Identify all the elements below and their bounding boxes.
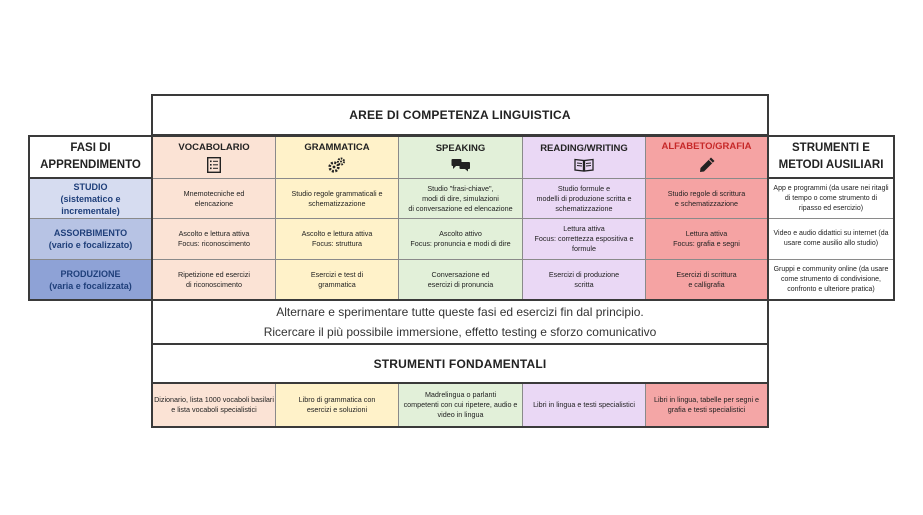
cell-text: Lettura attiva Focus: grafia e segni [673,229,740,248]
tool-text: App e programmi (da usare nei ritagli di tempo o come strumento di ripasso ed esercizio) [773,184,889,212]
cell-produzione-grammatica [276,260,399,299]
cell-text: Esercizi e test di grammatica [310,269,364,289]
fundamentals-title-box [151,343,769,384]
speech-bubbles-icon [451,158,471,172]
left-header-box [28,135,153,179]
cell-text: Studio regole di scrittura e schematizzazione [667,188,746,208]
phase-produzione [30,260,151,299]
cell-assorbimento-vocabolario [153,219,276,260]
right-header: STRUMENTI E METODI AUSILIARI [778,142,884,171]
cell-studio-grammatica [276,179,399,219]
phase-label: ASSORBIMENTO (vario e focalizzato) [48,228,133,250]
fundamental-reading-writing [523,384,646,426]
col-header-speaking [399,137,523,179]
cell-text: Studio regole grammaticali e schematizzazione [291,188,383,208]
fundamental-text: Libri in lingua, tabelle per segni e grafia e testi specialistici [653,395,760,414]
tool-text: Gruppi e community online (da usare come strumento di condivisione, confronto e ulteriore pratica) [773,265,889,293]
cell-text: Studio "frasi-chiave", modi di dire, simulazioni di conversazione ed elencazione [408,183,513,213]
cell-studio-reading-writing [523,179,646,219]
list-icon [207,157,221,173]
main-grid [151,135,769,301]
cell-assorbimento-alfabeto [646,219,767,260]
left-header: FASI DI APPRENDIMENTO [40,142,141,171]
note-line-2: Ricercare il più possibile immersione, effetto testing e sforzo comunicativo [263,325,657,339]
tool-produzione [769,260,893,299]
cell-text: Ascolto attivo Focus: pronuncia e modi di dire [410,229,511,248]
fundamental-text: Dizionario, lista 1000 vocaboli basilari e lista vocaboli specialistici [154,395,274,414]
cell-text: Lettura attiva Focus: correttezza espositiva e formule [534,224,634,253]
note-line-1: Alternare e sperimentare tutte queste fasi ed esercizi fin dal principio. [276,305,644,319]
col-label: GRAMMATICA [304,142,370,153]
col-label: SPEAKING [435,143,486,154]
fundamental-speaking [399,384,523,426]
col-header-vocabolario [153,137,276,179]
tool-studio [769,179,893,219]
note-box [151,299,769,345]
gears-icon [328,157,346,173]
fundamental-grammatica [276,384,399,426]
col-label: ALFABETO/GRAFIA [661,141,752,152]
cell-assorbimento-reading-writing [523,219,646,260]
cell-text: Esercizi di scrittura e calligrafia [676,269,737,289]
cell-produzione-speaking [399,260,523,299]
phase-studio [30,179,151,219]
cell-text: Esercizi di produzione scritta [548,269,620,289]
fundamentals-title: STRUMENTI FONDAMENTALI [373,356,547,371]
col-header-alfabeto-grafia [646,137,767,179]
tool-text: Video e audio didattici su internet (da usare come ausilio allo studio) [773,230,889,247]
cell-text: Ascolto e lettura attiva Focus: struttura [301,229,373,248]
cell-produzione-reading-writing [523,260,646,299]
fundamental-text: Libri in lingua e testi specialistici [533,400,635,409]
cell-text: Ascolto e lettura attiva Focus: riconoscimento [178,229,250,248]
tool-assorbimento [769,219,893,260]
col-header-grammatica [276,137,399,179]
top-title: AREE DI COMPETENZA LINGUISTICA [349,108,571,122]
phase-label: STUDIO (sistematico e incrementale) [60,181,121,216]
cell-text: Studio formule e modelli di produzione scritta e schematizzazione [536,183,632,213]
cell-text: Ripetizione ed esercizi di riconoscimento [178,269,250,289]
right-header-box [767,135,895,179]
col-label: READING/WRITING [540,143,628,154]
cell-text: Mnemotecniche ed elencazione [183,188,245,208]
fundamental-vocabolario [153,384,276,426]
cell-studio-speaking [399,179,523,219]
top-title-box [151,94,769,136]
cell-studio-vocabolario [153,179,276,219]
phase-label: PRODUZIONE (varia e focalizzata) [49,268,132,291]
fundamental-text: Madrelingua o parlanti competenti con cui ripetere, audio e video in lingua [403,390,518,419]
fundamentals-row [151,382,769,428]
book-icon [574,158,594,172]
phases-column [28,177,153,301]
cell-studio-alfabeto [646,179,767,219]
col-header-reading-writing [523,137,646,179]
col-label: VOCABOLARIO [178,142,250,153]
cell-text: Conversazione ed esercizi di pronuncia [427,269,494,289]
cell-produzione-vocabolario [153,260,276,299]
fundamental-text: Libro di grammatica con esercizi e soluzioni [298,395,376,414]
pen-icon [698,156,716,174]
fundamental-alfabeto [646,384,767,426]
cell-assorbimento-grammatica [276,219,399,260]
cell-assorbimento-speaking [399,219,523,260]
phase-assorbimento [30,219,151,260]
tools-column [767,177,895,301]
cell-produzione-alfabeto [646,260,767,299]
